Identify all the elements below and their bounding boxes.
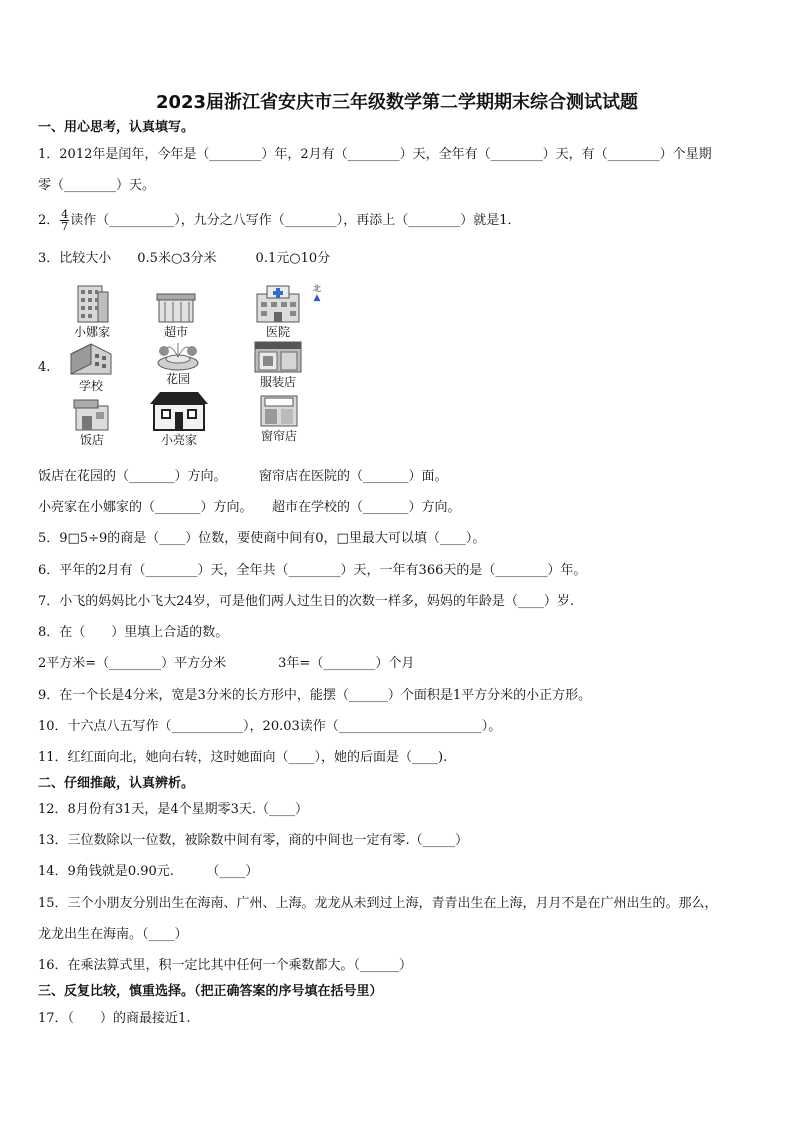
question-17: 17．（ ）的商最接近1. xyxy=(38,1011,191,1026)
map-label: 超市 xyxy=(163,325,188,339)
north-arrow-icon: ▲ xyxy=(313,293,321,303)
map-item-school xyxy=(60,340,122,393)
map-label: 饭店 xyxy=(79,433,104,447)
map-label: 花园 xyxy=(165,372,190,386)
question-4-number: 4. xyxy=(38,360,51,375)
question-8-blanks: 2平方米=（________）平方分米 3年=（________）个月 xyxy=(38,656,415,671)
fraction xyxy=(60,209,69,232)
map-label: 小亮家 xyxy=(160,433,197,447)
section-3-heading: 三、反复比较，慎重选择。（把正确答案的序号填在括号里） xyxy=(38,984,383,999)
map-label: 医院 xyxy=(265,325,290,339)
question-14: 14．9角钱就是0.90元. （____） xyxy=(38,864,259,879)
question-4-line-2: 小亮家在小娜家的（_______）方向。 超市在学校的（_______）方向。 xyxy=(38,500,461,515)
fraction-numerator: 4 xyxy=(61,208,69,221)
hospital-icon xyxy=(253,284,303,324)
section-2-heading: 二、仔细推敲，认真辨析。 xyxy=(38,776,195,791)
question-3: 3．比较大小 0.5米○3分米 0.1元○10分 xyxy=(38,251,331,266)
question-13: 13．三位数除以一位数，被除数中间有零，商的中间也一定有零.（_____） xyxy=(38,833,469,848)
question-15-line-1: 15．三个小朋友分别出生在海南、广州、上海。龙龙从未到过上海，青青出生在上海，月月不是在广州出生的。那么， xyxy=(38,896,718,911)
map-label: 窗帘店 xyxy=(260,429,297,443)
office-building-icon xyxy=(72,282,112,324)
supermarket-icon xyxy=(155,290,197,324)
curtain-store-icon xyxy=(257,392,301,428)
map-item-hospital xyxy=(246,284,310,339)
question-1-line-2: 零（________）天。 xyxy=(38,178,156,193)
fraction-denominator: 7 xyxy=(61,220,69,233)
house-icon xyxy=(148,390,210,432)
question-2-number: 2． xyxy=(38,213,60,228)
map-label: 学校 xyxy=(78,379,103,393)
map-item-clothing-store xyxy=(246,340,310,389)
question-9: 9．在一个长是4分米，宽是3分米的长方形中，能摆（______）个面积是1平方分米的小正方形。 xyxy=(38,688,592,703)
map-label: 服装店 xyxy=(259,375,296,389)
question-4-line-1: 饭店在花园的（_______）方向。 窗帘店在医院的（_______）面。 xyxy=(38,469,448,484)
map-item-curtain-store xyxy=(248,392,310,443)
school-icon xyxy=(67,340,115,378)
question-15-line-2: 龙龙出生在海南。（____） xyxy=(38,927,188,942)
question-10: 10．十六点八五写作（___________），20.03读作（______________________）。 xyxy=(38,719,502,734)
restaurant-icon xyxy=(70,396,114,432)
question-5: 5．9□5÷9的商是（____）位数，要使商中间有0，□里最大可以填（____）。 xyxy=(38,531,486,546)
map-item-supermarket xyxy=(146,290,206,339)
question-2 xyxy=(38,208,521,234)
map-item-restaurant xyxy=(62,396,122,447)
question-6: 6．平年的2月有（________）天，全年共（________）天，一年有366天的是（________）年。 xyxy=(38,563,587,578)
question-11: 11．红红面向北，她向右转，这时她面向（____），她的后面是（____). xyxy=(38,750,448,765)
map-label: 小娜家 xyxy=(73,325,110,339)
map-item-xiaoliang-home xyxy=(146,390,212,447)
question-8: 8．在（ ）里填上合适的数。 xyxy=(38,625,229,640)
page-title: 2023届浙江省安庆市三年级数学第二学期期末综合测试试题 xyxy=(155,92,639,113)
question-1-line-1: 1．2012年是闰年，今年是（________）年，2月有（________）天，全年有（________）天，有（________）个星期 xyxy=(38,147,712,162)
north-label: 北 xyxy=(313,284,321,293)
clothing-store-icon xyxy=(253,340,303,374)
map-item-garden xyxy=(148,337,208,386)
question-7: 7．小飞的妈妈比小飞大24岁，可是他们两人过生日的次数一样多，妈妈的年龄是（____）岁. xyxy=(38,594,574,609)
north-compass xyxy=(313,283,321,303)
question-12: 12．8月份有31天，是4个星期零3天.（____） xyxy=(38,802,309,817)
question-2-text: 读作（__________），九分之八写作（________），再添上（________）就是1． xyxy=(70,213,521,228)
question-16: 16．在乘法算式里，积一定比其中任何一个乘数都大。（______） xyxy=(38,958,413,973)
fountain-garden-icon xyxy=(155,337,201,371)
section-1-heading: 一、用心思考，认真填写。 xyxy=(38,120,195,135)
map-item-xiaona-home xyxy=(62,282,122,339)
